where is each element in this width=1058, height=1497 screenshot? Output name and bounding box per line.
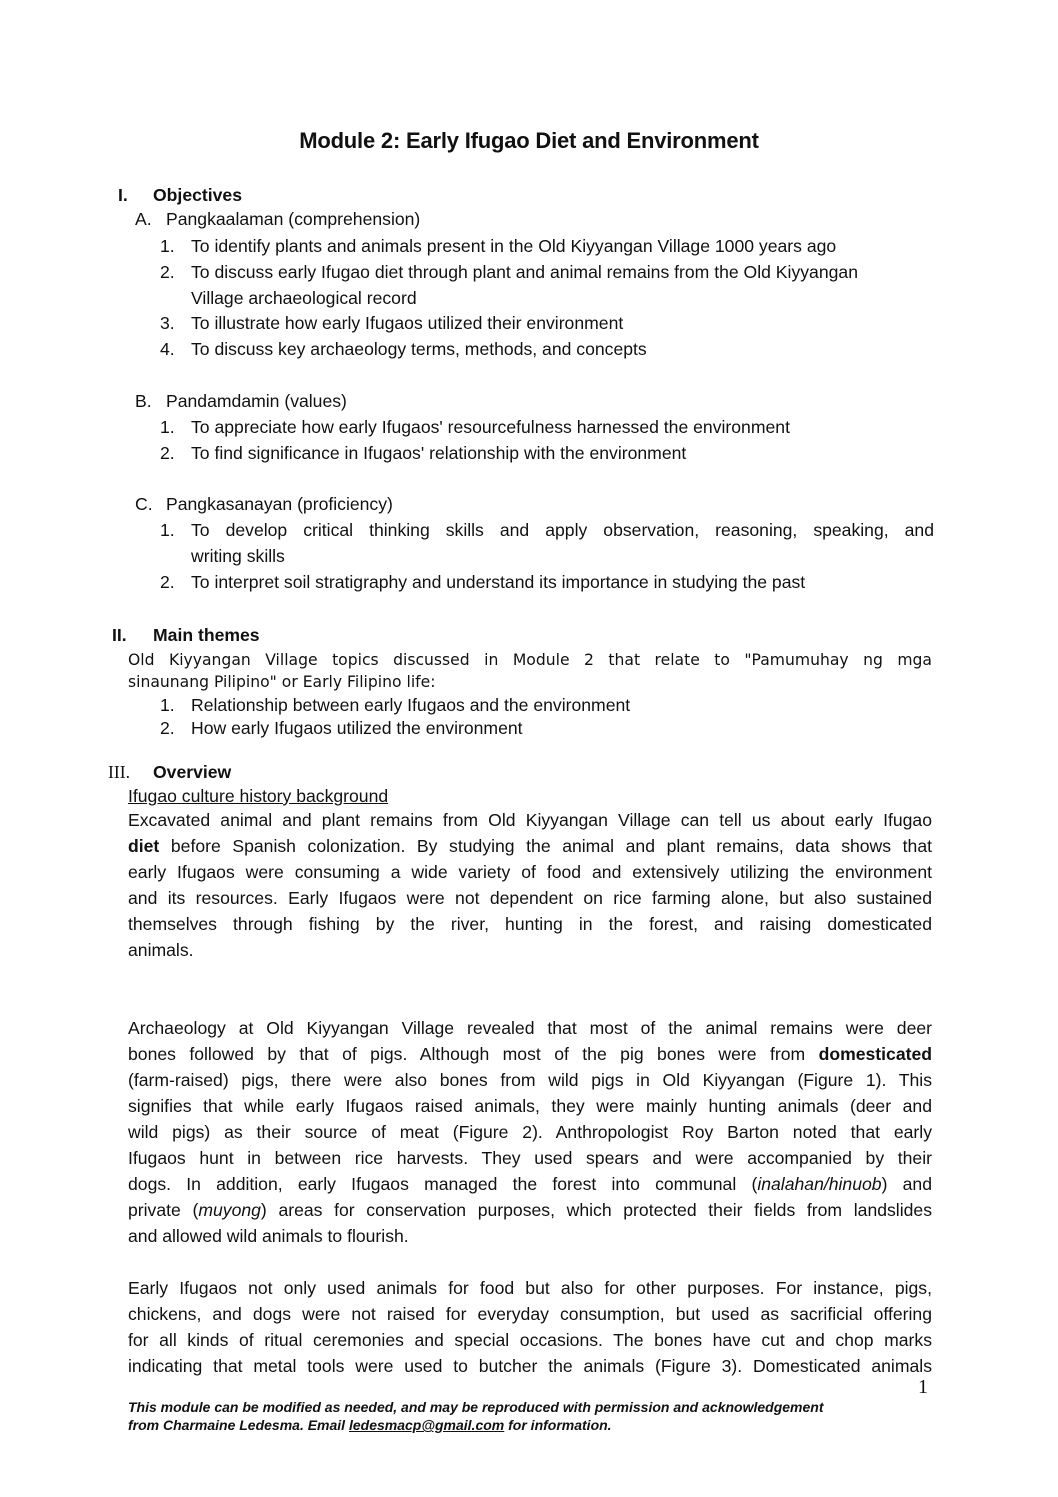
list-number: 2.	[160, 572, 175, 592]
list-item: To identify plants and animals present in the Old Kiyyangan Village 1000 years ago	[191, 236, 837, 256]
list-item: To appreciate how early Ifugaos' resourcefulness harnessed the environment	[191, 417, 790, 437]
paragraph-line: dogs. In addition, early Ifugaos managed the forest into communal (inalahan/hinuob) and	[128, 1174, 932, 1194]
list-number: 1.	[160, 236, 175, 256]
paragraph-line: wild pigs) as their source of meat (Figure 2). Anthropologist Roy Barton noted that early	[128, 1122, 932, 1142]
list-item: To illustrate how early Ifugaos utilized their environment	[191, 313, 624, 333]
list-number: 2.	[160, 262, 175, 282]
list-number: 1.	[160, 695, 175, 715]
page-title: Module 2: Early Ifugao Diet and Environment	[299, 128, 759, 153]
page-number: 1	[918, 1376, 928, 1398]
list-item: To interpret soil stratigraphy and understand its importance in studying the past	[191, 572, 806, 592]
list-item-continued: writing skills	[191, 546, 285, 566]
paragraph-line: private (muyong) areas for conservation purposes, which protected their fields from landslides	[128, 1200, 932, 1220]
list-item: To discuss key archaeology terms, methods, and concepts	[191, 339, 647, 359]
subheading-culture-history: Ifugao culture history background	[128, 786, 389, 806]
bold-term: domesticated	[818, 1044, 932, 1064]
section-heading-objectives: Objectives	[153, 185, 242, 205]
section-number: I.	[118, 185, 128, 205]
list-item: To find significance in Ifugaos' relationship with the environment	[191, 443, 687, 463]
subsection-label: C.	[135, 494, 153, 514]
list-number: 2.	[160, 718, 175, 738]
footer-line: from Charmaine Ledesma. Email ledesmacp@gmail.com for information.	[128, 1417, 612, 1433]
paragraph-line: Excavated animal and plant remains from Old Kiyyangan Village can tell us about early Ifugao	[128, 810, 932, 830]
paragraph-line: Archaeology at Old Kiyyangan Village revealed that most of the animal remains were deer	[128, 1018, 932, 1038]
list-number: 4.	[160, 339, 175, 359]
paragraph-line: and allowed wild animals to flourish.	[128, 1226, 409, 1246]
section-heading-themes: Main themes	[153, 625, 260, 645]
paragraph-line: early Ifugaos were consuming a wide variety of food and extensively utilizing the environment	[128, 862, 932, 882]
list-number: 3.	[160, 313, 175, 333]
list-item: How early Ifugaos utilized the environment	[191, 718, 523, 738]
themes-intro: Old Kiyyangan Village topics discussed in Module 2 that relate to "Pamumuhay ng mga	[128, 651, 932, 669]
subsection-label: B.	[135, 391, 152, 411]
email-link[interactable]: ledesmacp@gmail.com	[348, 1417, 505, 1433]
list-item: Relationship between early Ifugaos and the environment	[191, 695, 631, 715]
paragraph-line: indicating that metal tools were used to butcher the animals (Figure 3). Domesticated animals	[128, 1356, 932, 1376]
list-number: 2.	[160, 443, 175, 463]
paragraph-line: signifies that while early Ifugaos raised animals, they were mainly hunting animals (deer and	[128, 1096, 932, 1116]
list-number: 1.	[160, 417, 175, 437]
paragraph-line: animals.	[128, 940, 194, 960]
paragraph-line: themselves through fishing by the river, hunting in the forest, and raising domesticated	[128, 914, 932, 934]
bold-term: diet	[128, 836, 160, 856]
paragraph-line: and its resources. Early Ifugaos were not dependent on rice farming alone, but also sustained	[128, 888, 932, 908]
paragraph-line: for all kinds of ritual ceremonies and special occasions. The bones have cut and chop marks	[128, 1330, 932, 1350]
list-number: 1.	[160, 520, 175, 540]
paragraph-line: diet before Spanish colonization. By studying the animal and plant remains, data shows that	[128, 836, 932, 856]
paragraph-line: Ifugaos hunt in between rice harvests. They used spears and were accompanied by their	[128, 1148, 932, 1168]
footer-line: This module can be modified as needed, and may be reproduced with permission and acknowledgement	[128, 1399, 824, 1415]
section-heading-overview: Overview	[153, 762, 232, 782]
subsection-heading-comprehension: Pangkaalaman (comprehension)	[166, 209, 421, 229]
list-item: To develop critical thinking skills and apply observation, reasoning, speaking, and	[191, 520, 934, 540]
paragraph-line: chickens, and dogs were not raised for everyday consumption, but used as sacrificial offering	[128, 1304, 932, 1324]
themes-intro-continued: sinaunang Pilipino" or Early Filipino life:	[128, 673, 436, 691]
section-number: III.	[108, 762, 130, 782]
paragraph-line: Early Ifugaos not only used animals for food but also for other purposes. For instance, pigs,	[128, 1278, 932, 1298]
subsection-heading-proficiency: Pangkasanayan (proficiency)	[166, 494, 393, 514]
paragraph-line: bones followed by that of pigs. Although most of the pig bones were from domesticated	[128, 1044, 932, 1064]
section-number: II.	[112, 625, 127, 645]
paragraph-line: (farm-raised) pigs, there were also bones from wild pigs in Old Kiyyangan (Figure 1). This	[128, 1070, 932, 1090]
subsection-label: A.	[135, 209, 152, 229]
italic-term: inalahan/hinuob	[757, 1174, 882, 1194]
italic-term: muyong	[198, 1200, 261, 1220]
list-item: To discuss early Ifugao diet through plant and animal remains from the Old Kiyyangan	[191, 262, 858, 282]
subsection-heading-values: Pandamdamin (values)	[166, 391, 347, 411]
list-item-continued: Village archaeological record	[191, 288, 417, 308]
